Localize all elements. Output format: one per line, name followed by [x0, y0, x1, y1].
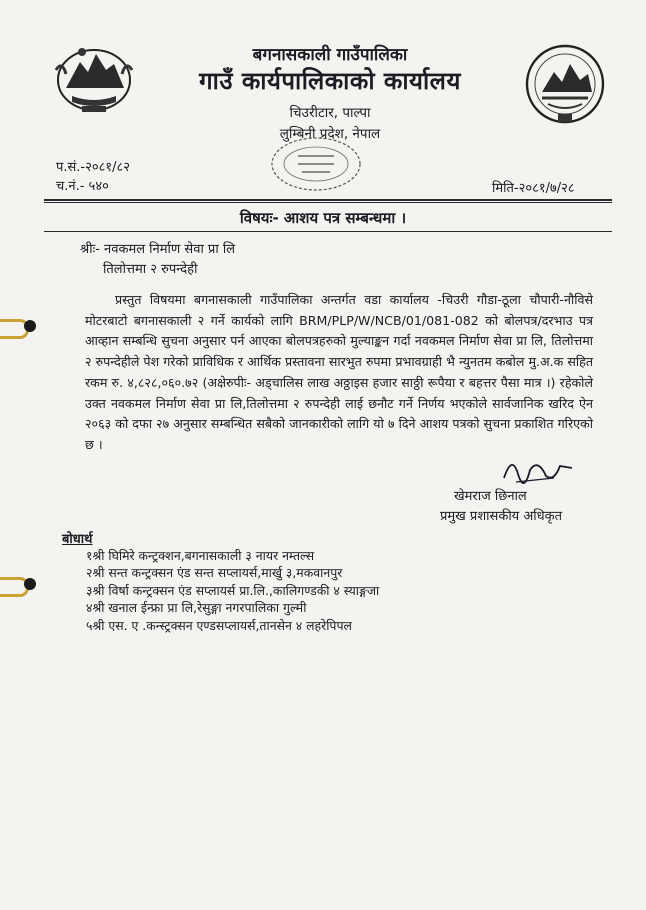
- cc-item: १श्री घिमिरे कन्ट्रक्शन,बगनासकाली ३ नायर नम्तल्स: [86, 548, 315, 563]
- cc-item: ३श्री विर्षा कन्ट्रक्सन एंड सप्लायर्स प्रा.लि.,कालिगण्डकी ४ स्याङ्गजा: [86, 582, 380, 598]
- patra-sankhya: प.सं.-२०८१/८२: [56, 160, 131, 175]
- subject-divider: [44, 231, 612, 232]
- recipient-address: तिलोत्तमा २ रुपन्देही: [103, 262, 198, 277]
- signatory-name: खेमराज छिनाल: [454, 489, 527, 504]
- recipient-name: श्रीः- नवकमल निर्माण सेवा प्रा लि: [80, 242, 236, 257]
- signatory-designation: प्रमुख प्रशासकीय अधिकृत: [440, 509, 563, 524]
- cc-item: ५श्री एस. ए .कन्स्ट्रक्सन एण्डसप्लायर्स,तानसेन ४ लहरेपिपल: [86, 617, 352, 633]
- punch-hole-top: [24, 320, 36, 332]
- cc-list: [86, 547, 379, 634]
- header-divider-thin: [44, 202, 612, 203]
- chalani-number: च.नं.- ५४०: [56, 179, 109, 194]
- header-divider: [44, 199, 612, 201]
- subject-line: विषयः- आशय पत्र सम्बन्धमा ।: [239, 209, 407, 227]
- cc-item: ४श्री खनाल ईन्फ्रा प्रा लि,रेसुङ्गा नगरपालिका गुल्मी: [86, 600, 307, 616]
- punch-hole-bottom: [24, 578, 36, 590]
- letter-date: मिति-२०८१/७/२८: [492, 181, 575, 196]
- letter-body: प्रस्तुत विषयमा बगनासकाली गाउँपालिका अन्तर्गत वडा कार्यालय -चिउरी गौडा-ठूला चौपारी-नौविसे मोटरबाटो बगनासकाली २ गर्ने कार्यको लागि BRM/PLP/W/NCB/01/081-082 को बोलपत्र/दरभाउ पत्र आव्हान सम्बन्धि सुचना अनुसार पर्न आएका बोलपत्रहरुको मुल्याङ्कन गर्दा नवकमल निर्माण सेवा प्रा लि, तिलोत्तमा २ रुपन्देहीले पेश गरेको प्राविधिक र आर्थिक प्रस्तावना सारभुत रुपमा प्रभावग्राही भै न्युनतम कबोल मु.अ.क सहित रकम रु. ४,८२८,०६०.७२ (अक्षेरुपीः- अड्चालिस लाख अठ्ठाइस हजार साठ्ठी रूपैया र बहत्तर पैसा मात्र ।) रहेकोले उक्त नवकमल निर्माण सेवा प्रा लि,तिलोत्तमा २ रुपन्देही लाई छनौट गर्ने निर्णय भएकोले सार्वजानिक खरिद ऐन २०६३ को दफा २७ अनुसार सम्बन्धित सबैको जानकारीको लागि यो ७ दिने आशय पत्रको सुचना प्रकाशित गरिएको छ ।: [85, 292, 593, 452]
- cc-title: बोधार्थ: [62, 532, 93, 547]
- location-line-2: लुम्बिनी प्रदेश, नेपाल: [279, 126, 381, 142]
- office-name: गाउँ कार्यपालिकाको कार्यालय: [199, 67, 461, 95]
- cc-item: २श्री सन्त कन्ट्रक्सन एंड सन्त सप्लायर्स,मार्खु ३,मकवानपुर: [86, 565, 343, 581]
- office-stamp-icon: [268, 136, 364, 194]
- location-line-1: चिउरीटार, पाल्पा: [289, 105, 371, 121]
- municipality-name: बगनासकाली गाउँपालिका: [252, 45, 408, 65]
